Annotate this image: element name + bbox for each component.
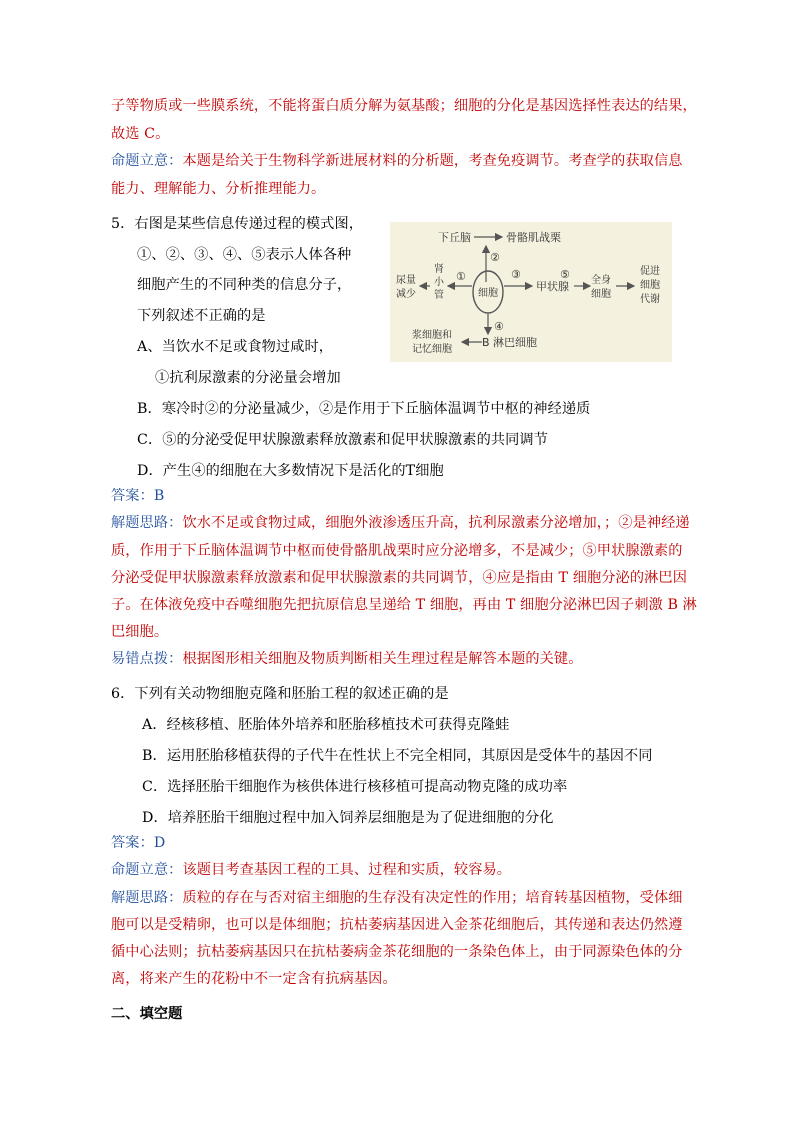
- q5-option-a: ①抗利尿激素的分泌量会增加: [155, 370, 341, 386]
- tip-text: 根据图形相关细胞及物质判断相关生理过程是解答本题的关键。: [182, 651, 583, 667]
- q6-option-b: B．运用胚胎移植获得的子代牛在性状上不完全相同，其原因是受体牛的基因不同: [142, 748, 653, 764]
- label-kidney: 肾: [434, 264, 444, 275]
- q5-stem: ①、②、③、④、⑤表示人体各种: [137, 247, 352, 263]
- analysis-line: [111, 888, 683, 908]
- analysis-label: 解题思路：: [111, 890, 183, 906]
- label-body-cells: 细胞: [591, 289, 611, 300]
- analysis-text: 质粒的存在与否对宿主细胞的生存没有决定性的作用；培育转基因植物，受体细: [182, 890, 683, 906]
- label-thyroid: 甲状腺: [536, 280, 569, 293]
- label-cell: 细胞: [478, 288, 498, 299]
- para-line: 故选 C。: [111, 126, 170, 142]
- label-kidney: 小: [434, 277, 444, 288]
- label-urine: 减少: [396, 289, 416, 300]
- analysis-line: 子。在体液免疫中吞噬细胞先把抗原信息呈递给 T 细胞，再由 T 细胞分泌淋巴因子刺激 B 淋: [111, 597, 697, 613]
- intent-label: 命题立意：: [111, 153, 183, 169]
- marker-5: ⑤: [560, 268, 570, 281]
- analysis-line: 质，作用于下丘脑体温调节中枢而使骨骼肌战栗时应分泌增多，不是减少；⑤甲状腺激素的: [111, 543, 683, 559]
- analysis-label: 解题思路：: [111, 515, 183, 531]
- tip-label: 易错点拨：: [111, 651, 183, 667]
- intent-line: 能力、理解能力、分析推理能力。: [111, 181, 326, 197]
- q5-option-c: C．⑤的分泌受促甲状腺激素释放激素和促甲状腺激素的共同调节: [137, 432, 549, 448]
- label-plasma: 浆细胞和: [412, 330, 452, 341]
- analysis-line: [111, 513, 690, 533]
- q5-option-d: D．产生④的细胞在大多数情况下是活化的T细胞: [137, 463, 444, 479]
- q6-answer: 答案：D: [111, 835, 166, 851]
- analysis-line: 分泌受促甲状腺激素释放激素和促甲状腺激素的共同调节，④应是指由 T 细胞分泌的淋巴因: [111, 570, 687, 586]
- analysis-line: 巴细胞。: [111, 624, 169, 640]
- label-promote: 促进: [640, 266, 660, 277]
- q5-stem: 下列叙述不正确的是: [137, 308, 266, 324]
- q5-stem: 细胞产生的不同种类的信息分子，: [137, 277, 352, 293]
- q6-option-c: C．选择胚胎干细胞作为核供体进行核移植可提高动物克隆的成功率: [142, 779, 568, 795]
- label-urine: 尿量: [396, 275, 416, 286]
- q5-stem: 5．右图是某些信息传递过程的模式图，: [111, 216, 364, 232]
- label-muscle: 骨骼肌战栗: [506, 231, 561, 244]
- analysis-line: 循中心法则；抗枯萎病基因只在抗枯萎病金茶花细胞的一条染色体上，由于同源染色体的分: [111, 944, 683, 960]
- analysis-line: 离，将来产生的花粉中不一定含有抗病基因。: [111, 971, 397, 987]
- intent-text: 本题是给关于生物科学新进展材料的分析题，考查免疫调节。考查学的获取信息: [182, 153, 683, 169]
- intent-text: 该题目考查基因工程的工具、过程和实质，较容易。: [182, 862, 512, 878]
- marker-2: ②: [490, 251, 500, 264]
- label-body-cells: 全身: [591, 275, 611, 286]
- para-line: 子等物质或一些膜系统，不能将蛋白质分解为氨基酸；细胞的分化是基因选择性表达的结果，: [111, 98, 697, 114]
- label-promote: 细胞: [640, 280, 660, 291]
- q6-option-d: D．培养胚胎干细胞过程中加入饲养层细胞是为了促进细胞的分化: [142, 810, 554, 826]
- marker-4: ④: [494, 320, 504, 333]
- label-promote: 代谢: [640, 294, 660, 305]
- tip-line: [111, 649, 583, 669]
- marker-3: ③: [511, 268, 521, 281]
- q5-option-a: A、当饮水不足或食物过咸时，: [137, 339, 334, 355]
- marker-1: ①: [456, 270, 466, 283]
- q6-stem: 6．下列有关动物细胞克隆和胚胎工程的叙述正确的是: [111, 686, 449, 702]
- intent-line: [111, 860, 511, 880]
- q5-answer: 答案：B: [111, 488, 165, 504]
- label-hypothalamus: 下丘脑: [438, 231, 471, 244]
- section-title: 二、填空题: [111, 1006, 183, 1022]
- intent-line: [111, 151, 683, 171]
- signal-pathway-diagram: [390, 222, 672, 362]
- intent-label: 命题立意：: [111, 862, 183, 878]
- analysis-text: 饮水不足或食物过咸，细胞外液渗透压升高，抗利尿激素分泌增加，；②是神经递: [182, 515, 690, 531]
- analysis-line: 胞可以是受精卵，也可以是体细胞；抗枯萎病基因进入金茶花细胞后，其传递和表达仍然遵: [111, 917, 683, 933]
- label-kidney: 管: [434, 290, 444, 301]
- label-b-cell: B 淋巴细胞: [482, 336, 538, 349]
- label-plasma: 记忆细胞: [412, 344, 452, 355]
- q5-option-b: B．寒冷时②的分泌量减少，②是作用于下丘脑体温调节中枢的神经递质: [137, 401, 591, 417]
- q6-option-a: A．经核移植、胚胎体外培养和胚胎移植技术可获得克隆蛙: [142, 717, 510, 733]
